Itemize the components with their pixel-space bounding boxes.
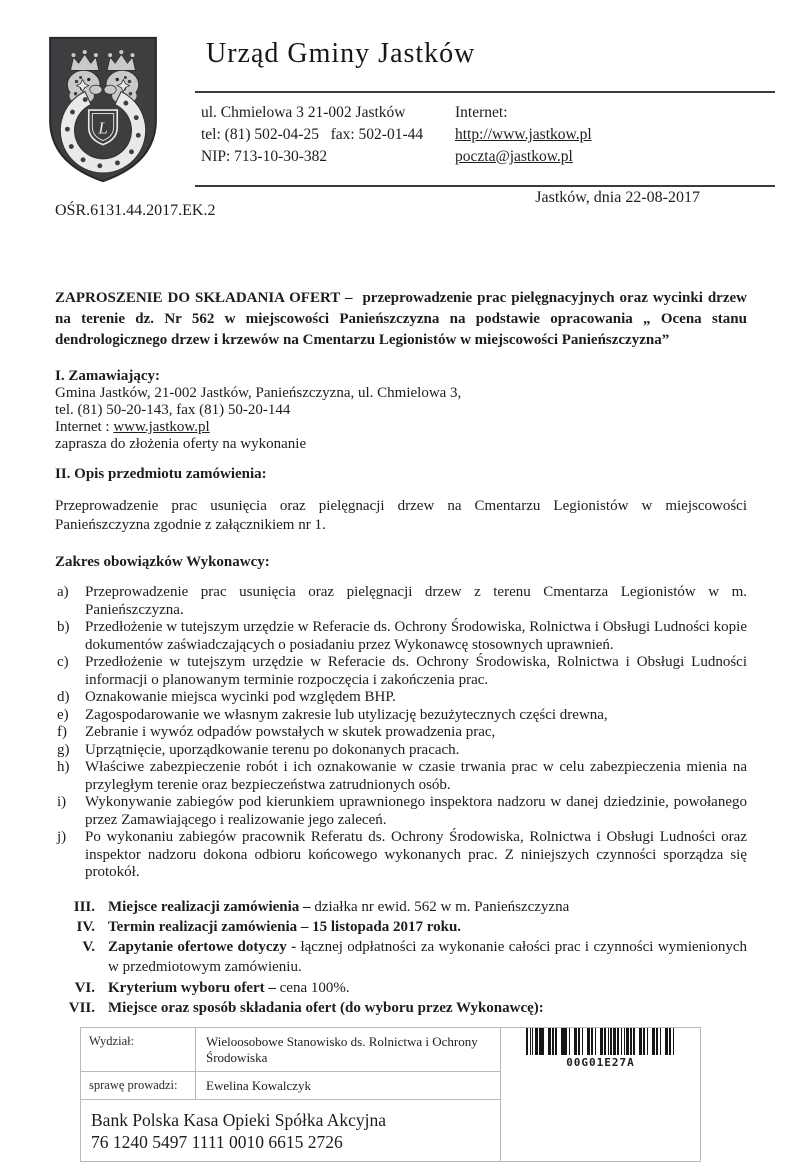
roman-item [55, 998, 747, 1018]
section-1-line-phone: tel. (81) 50-20-143, fax (81) 50-20-144 [55, 402, 291, 418]
case-handler-label: sprawę prowadzi: [81, 1072, 196, 1100]
section-1-line-internet [55, 419, 747, 436]
duty-text: Właściwe zabezpieczenie robót i ich oznakowanie w czasie trwania prac w celu zabezpieczenia mienia na przyległym terenie oraz bezpieczeństwa zatrudnionych osób. [85, 759, 747, 793]
coat-of-arms-graphic [42, 32, 164, 186]
roman-numeral: VI. [74, 979, 95, 996]
department-label: Wydział: [81, 1028, 196, 1072]
roman-text [108, 937, 747, 978]
duties-list [55, 584, 747, 882]
duty-marker: i) [57, 794, 67, 810]
duty-marker: b) [57, 619, 70, 635]
roman-numeral: IV. [76, 918, 95, 935]
reference-number: OŚR.6131.44.2017.EK.2 [55, 202, 216, 219]
coat-of-arms-letter: L [98, 118, 108, 138]
header-rule-top [195, 91, 775, 93]
case-handler-value: Ewelina Kowalczyk [196, 1072, 501, 1100]
section-1-website-link[interactable]: www.jastkow.pl [113, 419, 210, 435]
roman-text [108, 978, 747, 998]
roman-text-normal: łącznej odpłatności za wykonanie całości prac i czynności wymienionych w przedmiotowym zamówieniu. [108, 939, 747, 976]
duty-marker: g) [57, 741, 70, 758]
header-address: ul. Chmielowa 3 21-002 Jastków [201, 104, 406, 121]
duty-marker: h) [57, 759, 70, 775]
duty-marker: a) [57, 584, 69, 600]
duty-text: Uprzątnięcie, uporządkowanie terenu po dokonanych pracach. [85, 741, 460, 758]
duty-item [55, 794, 747, 829]
roman-numeral: III. [73, 898, 95, 915]
roman-text-bold: Zapytanie ofertowe dotyczy - [108, 939, 301, 956]
duty-text: Wykonywanie zabiegów pod kierunkiem uprawnionego inspektora nadzoru w danej dziedzinie, powołanego przez Zamawiającego i realizowanie jego zaleceń. [85, 794, 747, 828]
coat-of-arms [42, 32, 164, 186]
roman-item [55, 917, 747, 937]
duty-marker: e) [57, 706, 69, 723]
duty-text: Przeprowadzenie prac usunięcia oraz pielęgnacji drzew z terenu Cmentarza Legionistów w m. Panieńszczyzna. [85, 584, 747, 618]
barcode-text: 00G01E27A [566, 1056, 635, 1070]
roman-sections-list [55, 897, 747, 1019]
duty-text: Po wykonaniu zabiegów pracownik Referatu ds. Ochrony Środowiska, Rolnictwa i Obsługi Ludności oraz inspektor nadzoru dokona odbioru końcowego wykonanych prac. Z niniejszych czynności sporządza się protokół. [85, 829, 747, 880]
roman-item [55, 937, 747, 978]
subject-paragraph: ZAPROSZENIE DO SKŁADANIA OFERT – przeprowadzenie prac pielęgnacyjnych oraz wycinki drzew na terenie dz. Nr 562 w miejscowości Panieńszczyzna na podstawie opracowania „ Ocena stanu dendrologicznego drzew i krzewów na Cmentarzu Legionistów w miejscowości Panieńszczyzna” [55, 290, 747, 348]
org-name: Urząd Gminy Jastków [206, 38, 476, 69]
section-1-heading: I. Zamawiający: [55, 368, 160, 384]
header-phone-fax: tel: (81) 502-04-25 fax: 502-01-44 [201, 126, 424, 143]
roman-text-bold: Termin realizacji zamówienia – 15 listopada 2017 roku. [108, 918, 462, 935]
duty-item [55, 689, 747, 707]
section-2-paragraph: Przeprowadzenie prac usunięcia oraz pielęgnacji drzew na Cmentarzu Legionistów w miejscowości Panieńszczyzna zgodnie z załącznikiem nr 1. [55, 498, 747, 533]
duties-heading: Zakres obowiązków Wykonawcy: [55, 554, 270, 570]
barcode [526, 1028, 676, 1055]
roman-text-bold: Miejsce oraz sposób składania ofert (do wyboru przez Wykonawcę): [108, 999, 544, 1016]
document-body [55, 288, 747, 1162]
duty-item [55, 619, 747, 654]
section-2-heading: II. Opis przedmiotu zamówienia: [55, 466, 267, 482]
internet-label: Internet: [455, 104, 508, 121]
duty-item [55, 742, 747, 760]
roman-text-bold: Kryterium wyboru ofert – [108, 979, 280, 996]
duty-item [55, 724, 747, 742]
roman-numeral: VII. [68, 999, 95, 1016]
section-1-line-address: Gmina Jastków, 21-002 Jastków, Panieńszczyzna, ul. Chmielowa 3, [55, 385, 462, 401]
duty-item [55, 829, 747, 882]
header-contact-block [201, 102, 423, 168]
table-row [81, 1028, 701, 1072]
website-link[interactable]: http://www.jastkow.pl [455, 126, 592, 143]
header-internet-block [455, 102, 592, 168]
duty-marker: d) [57, 689, 70, 705]
roman-text-normal: cena 100%. [279, 979, 350, 996]
roman-text [108, 917, 747, 937]
roman-item [55, 897, 747, 917]
roman-text [108, 897, 747, 917]
duty-text: Zebranie i wywóz odpadów powstałych w skutek prowadzenia prac, [85, 724, 496, 740]
place-and-date: Jastków, dnia 22-08-2017 [535, 189, 700, 206]
footer-info-table [80, 1027, 701, 1162]
duty-text: Przedłożenie w tutejszym urzędzie w Referacie ds. Ochrony Środowiska, Rolnictwa i Obsługi Ludności informacji o planowanym terminie rozpoczęcia i zakończenia prac. [85, 654, 747, 688]
roman-item [55, 978, 747, 998]
duty-text: Oznakowanie miejsca wycinki pod względem BHP. [85, 689, 396, 705]
duty-item [55, 707, 747, 725]
roman-text [108, 998, 747, 1018]
roman-numeral: V. [82, 939, 95, 956]
duty-marker: j) [57, 829, 67, 845]
roman-text-normal: działka nr ewid. 562 w m. Panieńszczyzna [314, 898, 570, 915]
duty-item [55, 654, 747, 689]
roman-text-bold: Miejsce realizacji zamówienia – [108, 898, 315, 915]
internet-prefix: Internet : [55, 419, 114, 435]
duty-marker: c) [57, 654, 69, 670]
section-1-line-invite: zaprasza do złożenia oferty na wykonanie [55, 436, 307, 452]
header-rule-bottom [195, 185, 775, 187]
barcode-cell [501, 1028, 701, 1162]
duty-text: Przedłożenie w tutejszym urzędzie w Referacie ds. Ochrony Środowiska, Rolnictwa i Obsługi Ludności kopie dokumentów zaświadczających o posiadaniu przez Wykonawcę stosownych uprawnień. [85, 619, 747, 653]
department-value: Wieloosobowe Stanowisko ds. Rolnictwa i Ochrony Środowiska [196, 1028, 501, 1072]
duty-text: Zagospodarowanie we własnym zakresie lub utylizację bezużytecznych części drewna, [85, 706, 608, 723]
email-link[interactable]: poczta@jastkow.pl [455, 148, 573, 165]
bank-account-number: 76 1240 5497 1111 0010 6615 2726 [91, 1132, 343, 1153]
section-1-ordering-party [55, 368, 747, 453]
bank-name: Bank Polska Kasa Opieki Spółka Akcyjna [91, 1110, 387, 1131]
duty-item [55, 759, 747, 794]
duty-item [55, 584, 747, 619]
duty-marker: f) [57, 724, 67, 740]
header-nip: NIP: 713-10-30-382 [201, 148, 328, 165]
